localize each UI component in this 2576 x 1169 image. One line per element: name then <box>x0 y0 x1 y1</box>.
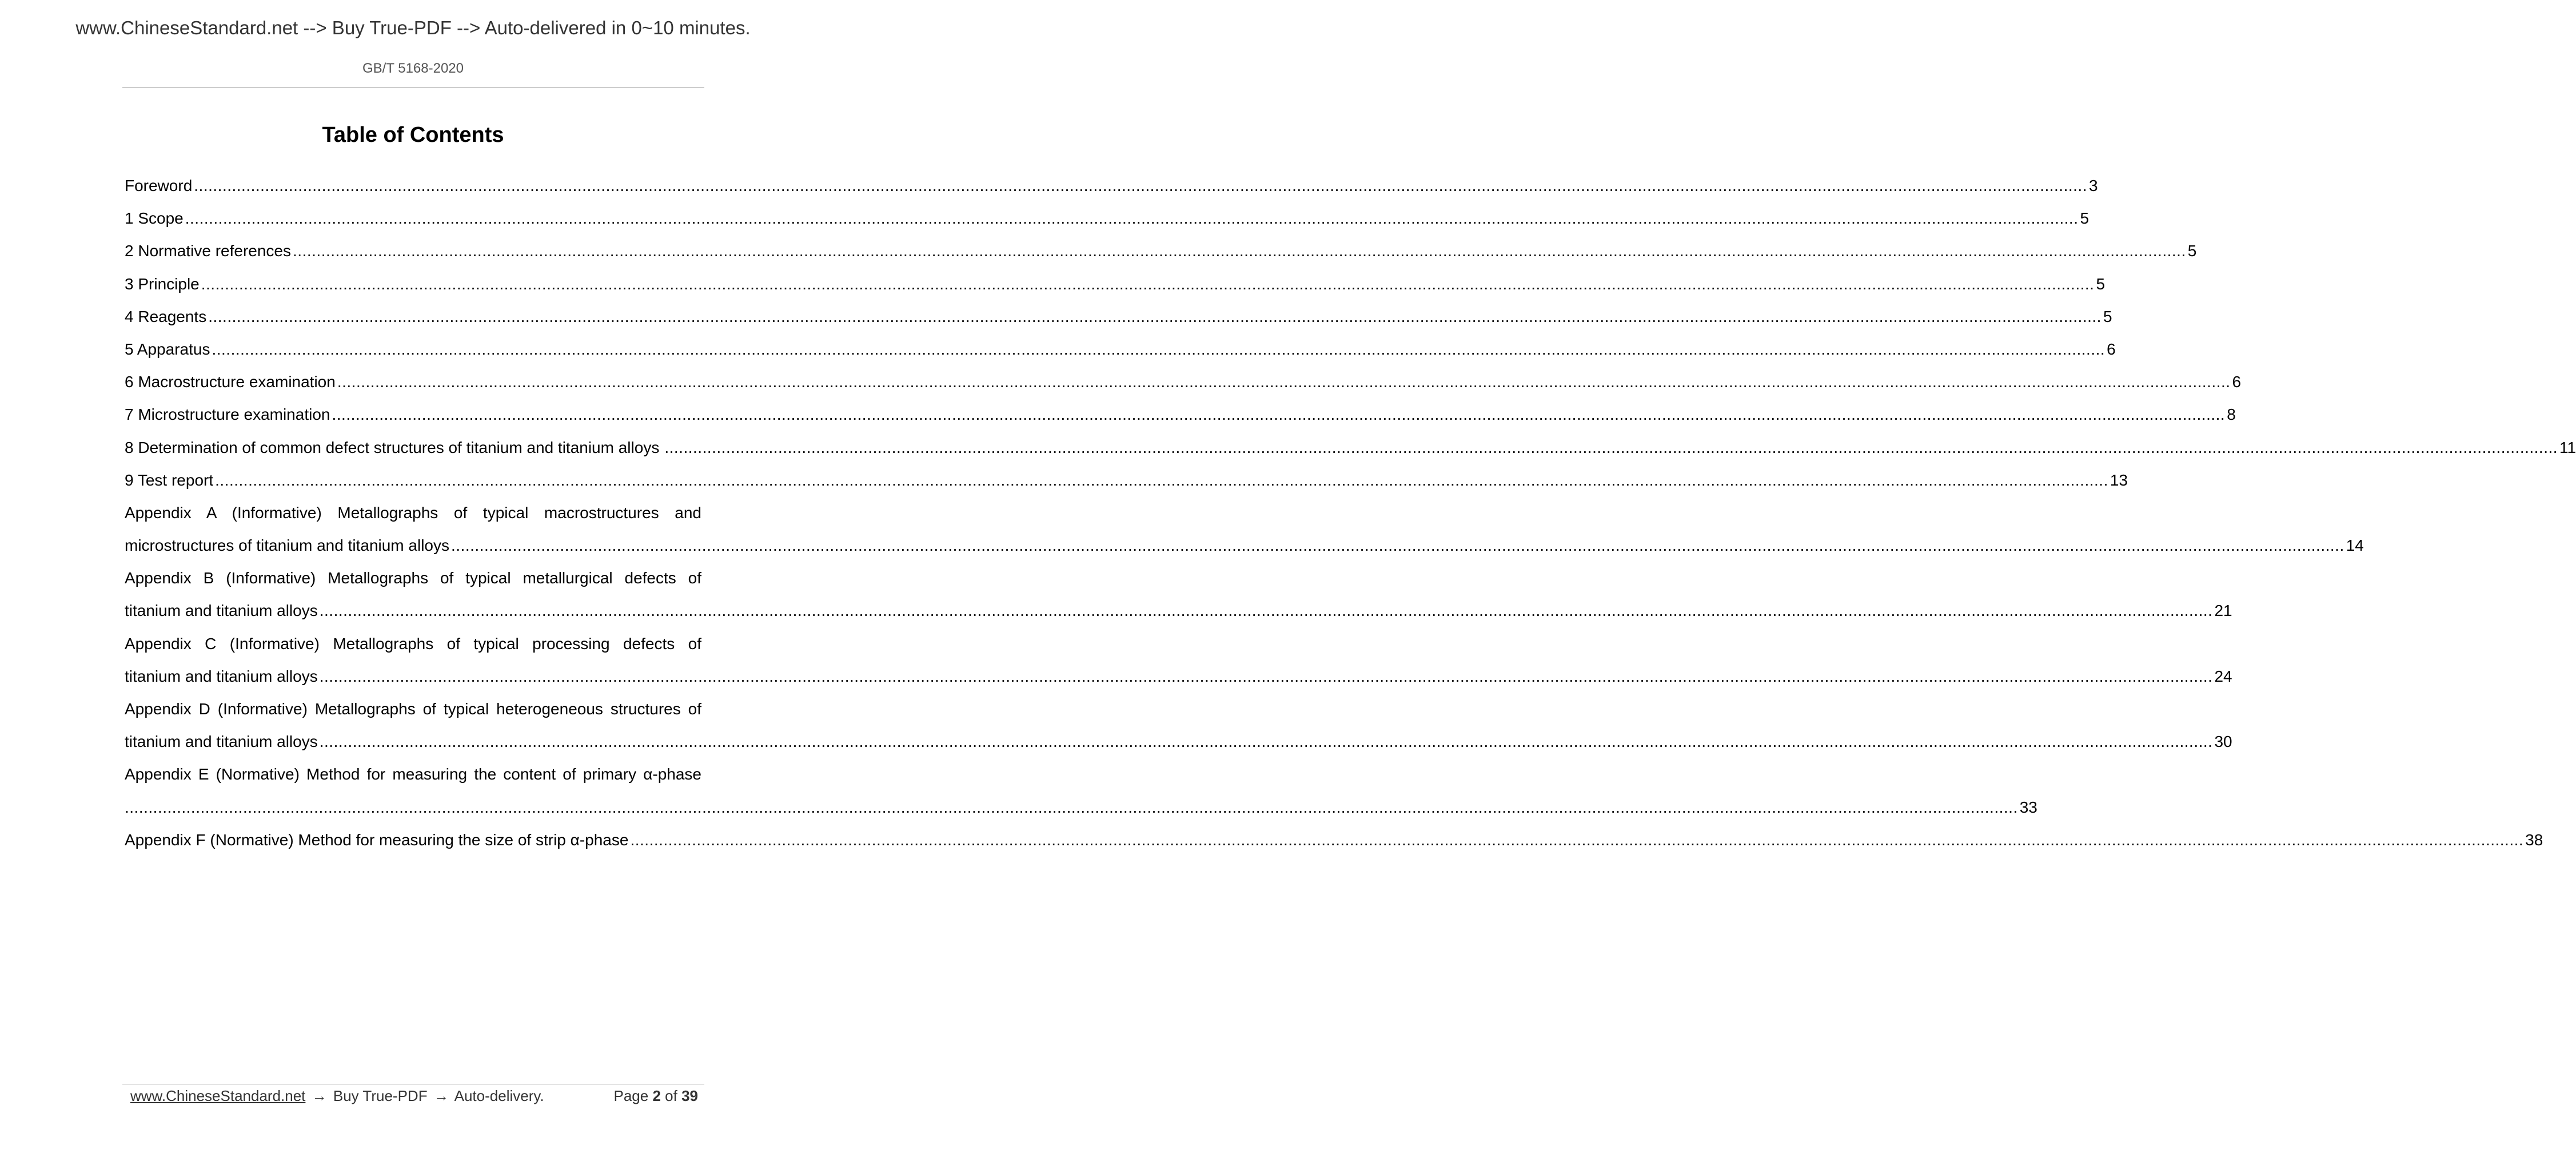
toc-entry-page: 21 <box>2214 602 2232 620</box>
dot-leader: ................................................................................................................................................................................................................................................................................................................................................................................................................ <box>212 340 2106 358</box>
toc-entry-label: titanium and titanium alloys <box>125 602 318 620</box>
toc-entry-page: 33 <box>2019 798 2037 816</box>
dot-leader: ................................................................................................................................................................................................................................................................................................................................................................................................................ <box>337 373 2231 391</box>
toc-entry-page: 3 <box>2088 177 2098 194</box>
toc-entry-label: Appendix E (Normative) Method for measuring the content of primary α-phase <box>125 765 701 784</box>
toc-entry-appendix-b[interactable] <box>125 562 701 594</box>
toc-entry-page: 6 <box>2232 373 2242 391</box>
toc-entry-microstructure[interactable] <box>125 398 2236 431</box>
toc-entry-page: 6 <box>2107 340 2116 358</box>
toc-entry-page: 5 <box>2103 307 2112 325</box>
toc-entry-label: Appendix B (Informative) Metallographs of typical metallurgical defects of <box>125 569 701 587</box>
toc-entry-appendix-d[interactable] <box>125 693 701 725</box>
dot-leader: ................................................................................................................................................................................................................................................................................................................................................................................................................ <box>332 405 2226 424</box>
dot-leader: ................................................................................................................................................................................................................................................................................................................................................................................................................ <box>630 830 2524 849</box>
toc-entry-macrostructure[interactable] <box>125 365 2242 398</box>
page-footer <box>130 1084 698 1107</box>
toc-entry-appendix-d-continued[interactable] <box>125 725 2232 758</box>
toc-entry-label: 9 Test report <box>125 471 214 489</box>
toc-entry-page: 11 <box>2559 438 2576 456</box>
toc-entry-label: Appendix D (Informative) Metallographs of typical heterogeneous structures of <box>125 700 701 718</box>
toc-entry-page: 5 <box>2096 275 2106 293</box>
toc-entry-reagents[interactable] <box>125 300 2112 333</box>
toc-entry-principle[interactable] <box>125 268 2106 300</box>
dot-leader: ................................................................................................................................................................................................................................................................................................................................................................................................................ <box>125 798 2018 816</box>
toc-entry-appendix-e-continued[interactable] <box>125 791 2037 824</box>
toc-entry-apparatus[interactable] <box>125 333 2116 365</box>
footer-buy-text: Buy True-PDF <box>333 1087 428 1104</box>
toc-entry-appendix-c-continued[interactable] <box>125 660 2232 693</box>
dot-leader: ................................................................................................................................................................................................................................................................................................................................................................................................................ <box>293 242 2186 260</box>
toc-entry-appendix-b-continued[interactable] <box>125 594 2232 627</box>
toc-entry-label: Foreword <box>125 177 193 194</box>
table-of-contents <box>125 169 2576 856</box>
dot-leader: ................................................................................................................................................................................................................................................................................................................................................................................................................ <box>185 209 2079 228</box>
toc-entry-page: 30 <box>2214 733 2232 751</box>
current-page-number: 2 <box>652 1087 661 1104</box>
toc-entry-page: 38 <box>2525 830 2543 849</box>
dot-leader: ................................................................................................................................................................................................................................................................................................................................................................................................................ <box>319 667 2213 685</box>
toc-entry-label: 3 Principle <box>125 275 200 293</box>
dot-leader: ................................................................................................................................................................................................................................................................................................................................................................................................................ <box>319 602 2213 620</box>
arrow-right-icon: → <box>312 1087 327 1104</box>
toc-entry-label: 2 Normative references <box>125 242 292 260</box>
dot-leader: ................................................................................................................................................................................................................................................................................................................................................................................................................ <box>664 438 2558 456</box>
toc-entry-label: titanium and titanium alloys <box>125 667 318 685</box>
dot-leader: ................................................................................................................................................................................................................................................................................................................................................................................................................ <box>201 275 2095 293</box>
toc-entry-foreword[interactable] <box>125 169 2098 202</box>
toc-entry-label: Appendix C (Informative) Metallographs of typical processing defects of <box>125 634 701 653</box>
toc-entry-label: 4 Reagents <box>125 307 207 325</box>
toc-entry-appendix-a-continued[interactable] <box>125 529 2364 562</box>
toc-entry-test-report[interactable] <box>125 464 2128 496</box>
toc-entry-label: Appendix A (Informative) Metallographs of typical macrostructures and <box>125 503 701 522</box>
toc-entry-label: 6 Macrostructure examination <box>125 373 336 391</box>
toc-entry-scope[interactable] <box>125 202 2089 234</box>
top-banner[interactable]: www.ChineseStandard.net --> Buy True-PDF --> Auto-delivered in 0~10 minutes. <box>75 17 751 38</box>
total-page-count: 39 <box>681 1087 698 1104</box>
toc-entry-appendix-a[interactable] <box>125 496 701 529</box>
toc-entry-page: 5 <box>2080 209 2089 228</box>
toc-title: Table of Contents <box>322 123 504 147</box>
toc-entry-appendix-e[interactable] <box>125 758 701 790</box>
toc-entry-defect-structures[interactable] <box>125 431 2576 464</box>
toc-entry-page: 14 <box>2346 536 2364 555</box>
toc-entry-label: titanium and titanium alloys <box>125 733 318 751</box>
toc-entry-page: 5 <box>2187 242 2197 260</box>
toc-entry-appendix-f[interactable] <box>125 824 2543 856</box>
arrow-right-icon: → <box>433 1087 449 1104</box>
dot-leader: ................................................................................................................................................................................................................................................................................................................................................................................................................ <box>194 177 2087 194</box>
document-code: GB/T 5168-2020 <box>362 61 464 76</box>
footer-delivery-text: Auto-delivery. <box>454 1087 544 1104</box>
footer-link[interactable]: www.ChineseStandard.net <box>130 1087 306 1104</box>
toc-entry-page: 24 <box>2214 667 2232 685</box>
toc-entry-appendix-c[interactable] <box>125 627 701 660</box>
dot-leader: ................................................................................................................................................................................................................................................................................................................................................................................................................ <box>451 536 2344 555</box>
toc-entry-normative-references[interactable] <box>125 234 2197 267</box>
dot-leader: ................................................................................................................................................................................................................................................................................................................................................................................................................ <box>215 471 2108 489</box>
toc-entry-label: 7 Microstructure examination <box>125 405 330 424</box>
page-word: Page <box>613 1087 649 1104</box>
dot-leader: ................................................................................................................................................................................................................................................................................................................................................................................................................ <box>319 733 2213 751</box>
toc-entry-label: 5 Apparatus <box>125 340 210 358</box>
dot-leader: ................................................................................................................................................................................................................................................................................................................................................................................................................ <box>208 307 2102 325</box>
toc-entry-page: 13 <box>2110 471 2128 489</box>
toc-entry-label: 1 Scope <box>125 209 184 228</box>
page-of-word: of <box>665 1087 677 1104</box>
toc-entry-label: 8 Determination of common defect structures of titanium and titanium alloys <box>125 438 660 456</box>
toc-entry-label: Appendix F (Normative) Method for measuring the size of strip α-phase <box>125 830 629 849</box>
toc-entry-page: 8 <box>2227 405 2236 424</box>
page-indicator <box>613 1084 698 1107</box>
toc-entry-label: microstructures of titanium and titanium alloys <box>125 536 449 555</box>
